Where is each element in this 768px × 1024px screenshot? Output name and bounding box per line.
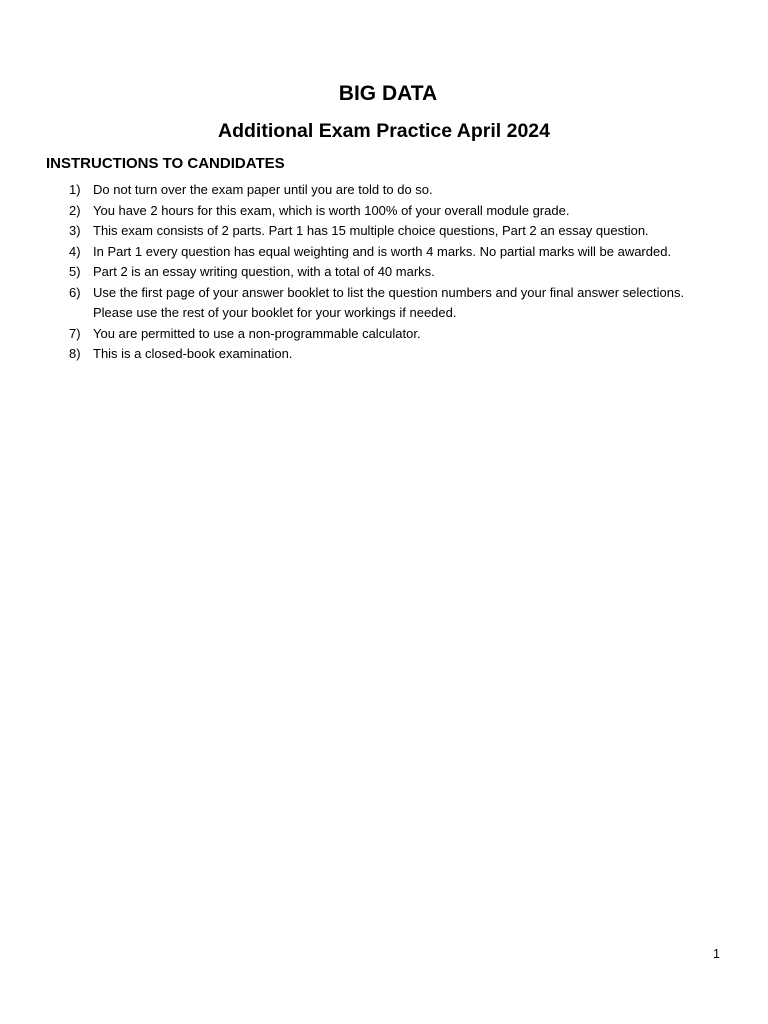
instructions-heading: INSTRUCTIONS TO CANDIDATES — [46, 155, 285, 172]
instruction-text: This is a closed-book examination. — [93, 346, 293, 361]
instruction-item-6 — [0, 283, 768, 324]
instruction-item-2 — [0, 201, 768, 222]
document-title: BIG DATA — [338, 82, 438, 105]
instruction-number: 4) — [69, 243, 81, 259]
instruction-item-7 — [0, 324, 768, 345]
instruction-text: You have 2 hours for this exam, which is worth 100% of your overall module grade. — [93, 202, 570, 218]
instruction-number: 2) — [69, 202, 81, 218]
instruction-item-3 — [0, 221, 768, 242]
document-subtitle: Additional Exam Practice April 2024 — [218, 120, 550, 142]
instruction-item-1 — [0, 180, 768, 201]
instruction-number: 5) — [69, 264, 81, 279]
instruction-text: This exam consists of 2 parts. Part 1 has 15 multiple choice questions, Part 2 an essay question. — [93, 223, 649, 238]
instruction-item-4 — [0, 242, 768, 263]
instruction-text: Do not turn over the exam paper until you are told to do so. — [93, 182, 433, 197]
instruction-text: You are permitted to use a non-programmable calculator. — [93, 325, 421, 341]
instruction-number: 3) — [69, 223, 81, 238]
instruction-number: 6) — [69, 284, 81, 300]
instruction-text: Use the first page of your answer booklet to list the question numbers and your final answer selections. Please use the rest of your booklet for your workings if needed. — [93, 284, 685, 320]
instructions-list — [0, 180, 768, 365]
instruction-text: In Part 1 every question has equal weighting and is worth 4 marks. No partial marks will be awarded. — [93, 243, 672, 259]
instruction-item-8 — [0, 344, 768, 365]
instruction-number: 8) — [69, 346, 81, 361]
instruction-number: 1) — [69, 182, 81, 197]
instruction-item-5 — [0, 262, 768, 283]
page-number: 1 — [713, 947, 720, 961]
instruction-text: Part 2 is an essay writing question, with a total of 40 marks. — [93, 264, 435, 279]
instruction-number: 7) — [69, 325, 81, 341]
